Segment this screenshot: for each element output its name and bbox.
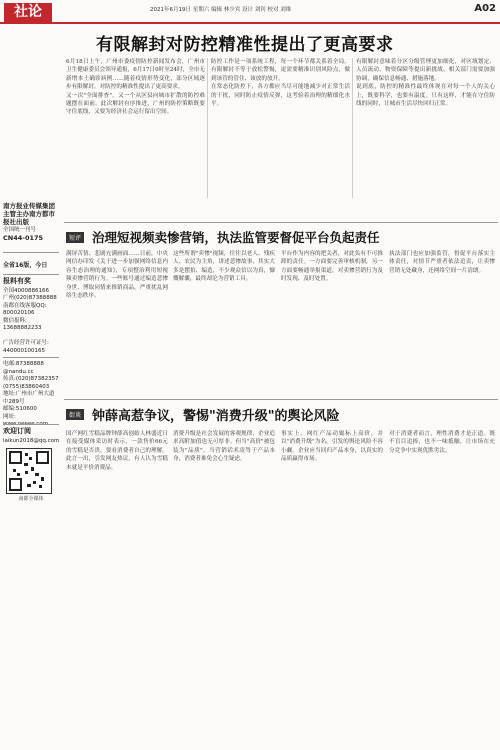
sidebar-divider — [3, 252, 59, 253]
masthead-sidebar — [0, 24, 62, 750]
article3-headline: 钟薛高惹争议，警惕"消费升级"的舆论风险 — [92, 409, 340, 424]
publisher-info — [3, 202, 59, 242]
tip-line: 广州(020)87388888 — [3, 295, 57, 301]
column-divider — [352, 58, 353, 198]
section-divider — [64, 222, 498, 223]
main-paragraph-6: 说到底，防控的精准性最终体现在对每一个人的关心上，既要科学，也要有温度。只有这样，才能在守住防线的同时，让城市生活尽快回归正常。 — [356, 84, 495, 108]
article2-col-1: 满屏苦情、悲剧充满画面……日前，中央网信办印发《关于进一步加强网络信息内容生态治理的通知》，专项整治利用短视频卖惨营销行为。一些账号通过编造悲惨身世、博取同情来推销商品，严重扰乱网络生态秩序。 — [66, 251, 168, 300]
tip-line-block — [3, 278, 59, 333]
article3-col-1: 国产网红雪糕品牌钟薛高创始人林盛近日在接受媒体采访时表示，一款售价66元的雪糕是否贵，要看消费者自己的理解。此言一出，引发网友热议，有人认为雪糕本就是平价消费品。 — [66, 431, 168, 471]
section-title: 社论 — [4, 3, 52, 22]
article3-col-3: 事实上，网红产品动辄标上高价，并以"消费升级"为名，引发的舆论风险不容小觑。企业应当回归产品本身，以真实的品质赢得市场。 — [281, 431, 383, 463]
publisher-line: 南方报业传媒集团主管主办南方都市报社出版 — [3, 202, 55, 226]
subscribe-block — [3, 428, 59, 445]
article2-headline: 治理短视频卖惨营销，执法监管要督促平台负起责任 — [92, 230, 380, 245]
article3-col-2: 消费升级是社会发展的客观规律，企业追求高附加值也无可厚非。但当"高价"被包装为"品质"，当营销话术凌驾于产品本身，消费者难免会心生疑虑。 — [173, 431, 275, 463]
article2-col-3: 平台作为内容的把关者，对此负有不可推卸的责任。一方面要完善审核机制，另一方面要畅通举报渠道，对卖惨营销行为及时发现、及时处置。 — [281, 251, 383, 283]
page-number: A02 — [474, 3, 496, 14]
contact-line: (0755)83860403 — [3, 383, 50, 390]
article3-col-4: 对于消费者而言，理性消费才是正道。既不盲目追捧，也不一味抵触，让市场在充分竞争中实现优胜劣汰。 — [389, 431, 495, 454]
article2-col-2: 这些所谓"卖惨"视频，往往以老人、残疾人、农民为主角，讲述悲惨故事，其实大多是摆拍、编造，不少观众信以为真，慷慨解囊，最终却沦为营销工具。 — [173, 251, 275, 283]
main-headline: 有限解封对防控精准性提出了更高要求 — [96, 35, 394, 55]
contact-block — [3, 361, 59, 429]
sidebar-divider — [3, 274, 59, 275]
tip-line: 南都在线客服QQ: — [3, 302, 47, 309]
price-info: 全省16版，今日 — [3, 262, 48, 269]
tip-title: 报料有奖 — [3, 277, 31, 285]
subscribe-contact: laikun2018@qq.com — [3, 437, 60, 444]
contact-line: 网址: — [3, 413, 16, 420]
ad-license-block — [3, 340, 59, 355]
main-paragraph-1: 6月18日上午，广州市委疫情防控新闻发布会，广州市卫生健康委员会领导通报，6月17日0时至24时，全市无新增本土确诊病例……随着疫情形势变化，部分区域逐步有限解封，对防控的精准性提出了更高要求。 — [66, 59, 205, 91]
contact-line: 地址:广州市广州大道中289号 — [3, 391, 55, 405]
article-tag: 短评 — [66, 232, 84, 243]
page-header — [0, 0, 500, 24]
qr-caption: 南都全媒体 — [18, 496, 44, 502]
main-col-3 — [356, 58, 495, 202]
main-paragraph-4: 在常态化防控下，各方都应当尽可能地减少对正常生活的干扰，同时防止疫情反弹，这考验着治理的精细化水平。 — [211, 84, 350, 108]
contact-line: www.oeeee.com — [3, 421, 49, 427]
qr-code[interactable] — [6, 448, 52, 494]
cn-number: CN44-0175 — [3, 234, 44, 242]
contact-line: @nandu.cc — [3, 368, 34, 375]
ad-license-title: 广告经营许可证号: — [3, 340, 49, 346]
contact-line: 邮编:510600 — [3, 406, 37, 412]
main-paragraph-5: 有限解封意味着分区分级管理更加细化，对区域划定、人员流动、物资保障等提出新挑战。相关部门需要加强协调，确保信息畅通、措施落地。 — [356, 59, 495, 82]
main-paragraph-3: 防控工作是一项系统工程，每一个环节都关系着全局。有限解封不等于放松警惕，更需要精准识别风险点，做到该管的管住、该放的放开。 — [211, 59, 350, 82]
tip-line: 800020106 — [3, 310, 35, 316]
subscribe-title: 欢迎订阅 — [3, 427, 31, 435]
cn-label: 全国统一刊号 — [3, 227, 37, 233]
main-col-1 — [66, 58, 205, 202]
tip-line: 全国4000886166 — [3, 287, 49, 294]
tip-line: 微信报料: — [3, 317, 27, 324]
article-tag: 街谈 — [66, 409, 84, 420]
ad-license-number: 440000100165 — [3, 347, 45, 354]
main-paragraph-2: 又一次"全面排查"。又一个从区县向城市扩散的防控难题摆在面前。此次解封有序推进，广州的防控策略既要守住底线，又要为经济社会运行留出空间。 — [66, 92, 205, 116]
contact-line: 电邮:87388888 — [3, 361, 44, 367]
sidebar-divider — [3, 357, 59, 358]
sidebar-divider — [3, 424, 59, 425]
section-divider — [64, 399, 498, 400]
issue-meta: 2021年6月19日 星期六 编辑 林少宾 设计 刘钊 校对 刘维 — [150, 7, 292, 13]
contact-line: 传真:(020)87382357 — [3, 376, 59, 382]
tip-line: 13688882233 — [3, 325, 42, 331]
article2-col-4: 执法部门也应加强监管，督促平台落实主体责任，对情节严重者依法追责，让卖惨营销无处藏身，还网络空间一片清朗。 — [389, 251, 495, 274]
main-col-2 — [211, 58, 350, 202]
column-divider — [207, 58, 208, 198]
